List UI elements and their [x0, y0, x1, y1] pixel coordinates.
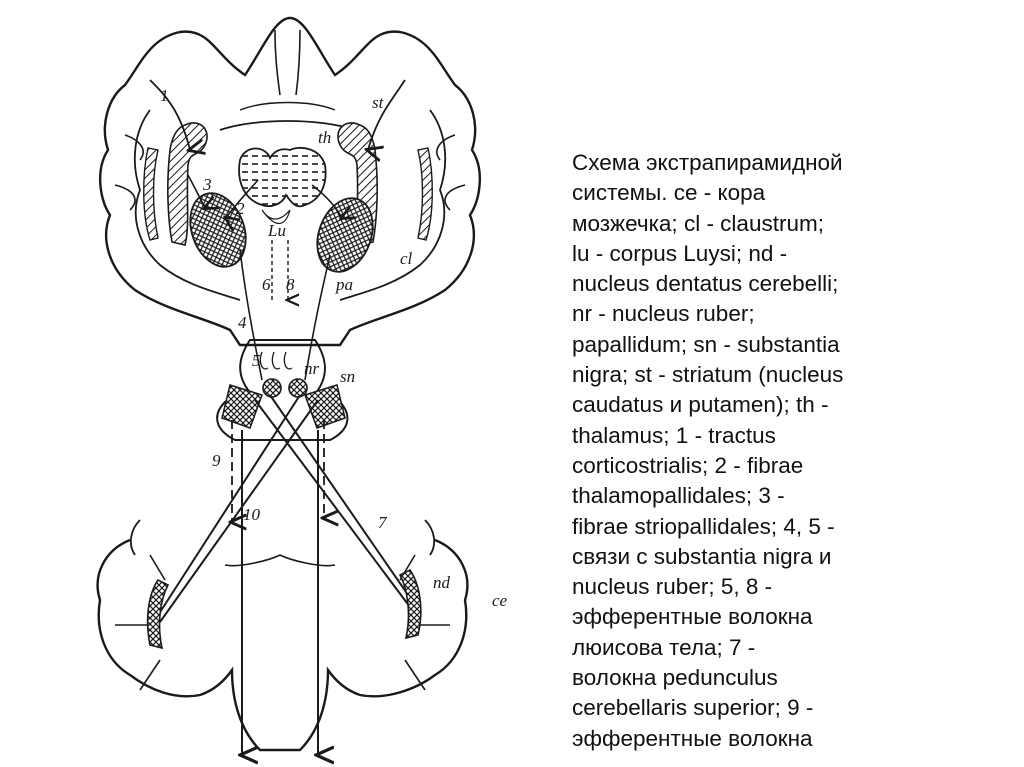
caption-line: эфферентные волокна	[572, 604, 813, 630]
caption-line: caudatus и putamen); th -	[572, 392, 829, 418]
label-7: 7	[378, 513, 387, 532]
caption-line: nucleus ruber; 5, 8 -	[572, 574, 773, 600]
label-pa: pa	[336, 275, 353, 294]
thalamus	[239, 148, 326, 207]
claustrum-left	[144, 148, 158, 240]
figure-caption	[572, 148, 902, 754]
label-9: 9	[212, 451, 221, 470]
substantia-nigra-left	[222, 385, 262, 428]
caption-line: fibrae striopallidales; 4, 5 -	[572, 513, 835, 539]
caption-line: связи с substantia nigra и	[572, 543, 832, 569]
nucleus-dentatus-right	[400, 570, 421, 638]
claustrum-right	[418, 148, 432, 240]
label-6: 6	[262, 275, 271, 294]
caption-line: thalamopallidales; 3 -	[572, 483, 785, 509]
caption-line: волокна pedunculus	[572, 665, 778, 691]
caption-line: nr - nucleus ruber;	[572, 301, 755, 327]
caption-line: corticostrialis; 2 - fibrae	[572, 452, 804, 478]
label-2: 2	[236, 199, 245, 218]
label-th: th	[318, 128, 332, 147]
label-4: 4	[238, 313, 247, 332]
label-1: 1	[160, 86, 169, 105]
label-ce: ce	[492, 591, 508, 610]
label-8: 8	[286, 275, 295, 294]
caption-line: lu - corpus Luysi; nd -	[572, 240, 788, 266]
label-nr: nr	[304, 359, 320, 378]
substantia-nigra-right	[305, 385, 345, 428]
label-nd: nd	[433, 573, 450, 592]
caption-line: люисова тела; 7 -	[572, 634, 756, 660]
label-sn: sn	[340, 367, 356, 386]
caption-line: nigra; st - striatum (nucleus	[572, 362, 844, 388]
label-st: st	[372, 93, 384, 112]
caption-line: системы. ce - кора	[572, 180, 766, 206]
caption-line: Схема экстрапирамидной	[572, 150, 843, 175]
caption-line: nucleus dentatus cerebelli;	[572, 271, 839, 297]
caption-line: papallidum; sn - substantia	[572, 331, 840, 357]
caption-line: мозжечка; cl - claustrum;	[572, 210, 824, 236]
label-5: 5	[252, 351, 261, 370]
label-lu: Lu	[268, 221, 286, 240]
label-10: 10	[243, 505, 260, 524]
nucleus-ruber-right	[289, 379, 307, 397]
caption-line: cerebellaris superior; 9 -	[572, 695, 814, 721]
nucleus-ruber-left	[263, 379, 281, 397]
caption-line: эфферентные волокна	[572, 725, 813, 751]
label-3: 3	[203, 175, 212, 194]
label-cl: cl	[400, 249, 413, 268]
caption-line: thalamus; 1 - tractus	[572, 422, 776, 448]
pedunculus-cerebellaris-superior	[155, 395, 415, 622]
